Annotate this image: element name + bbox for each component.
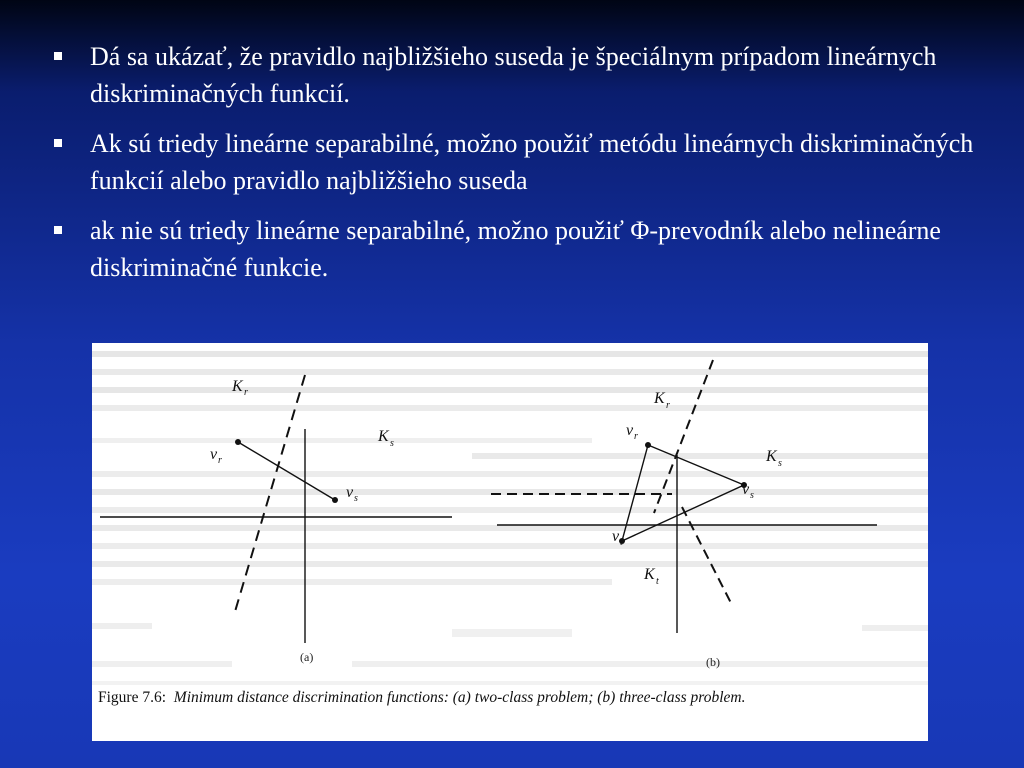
bullet-list — [52, 38, 1002, 299]
panel-a-label-vs: v — [346, 484, 354, 501]
panel-a-label-Ks-sub: s — [390, 438, 394, 449]
panel-b-label-Kr-sub: r — [666, 400, 670, 411]
panel-b-caption-label: (b) — [706, 655, 720, 669]
bullet-item — [52, 38, 1002, 112]
figure-caption-number: Figure 7.6: — [98, 689, 167, 706]
panel-a-label-Kr: K — [232, 378, 243, 395]
bullet-text: Dá sa ukázať, že pravidlo najbližšieho suseda je špeciálnym prípadom lineárnych diskriminačných funkcií. — [90, 42, 937, 108]
panel-a-diagram — [100, 375, 452, 664]
panel-b-label-vs: v — [742, 481, 750, 498]
figure-caption — [98, 688, 924, 708]
panel-a-point-vs — [332, 497, 338, 503]
figure-caption-text: Minimum distance discrimination functions: (a) two-class problem; (b) three-class problem. — [173, 689, 746, 706]
panel-b-label-Ks-sub: s — [778, 458, 782, 469]
figure-image — [92, 343, 928, 741]
bullet-text: ak nie sú triedy lineárne separabilné, možno použiť Φ-prevodník alebo nelineárne diskriminačné funkcie. — [90, 216, 941, 282]
panel-b-label-Kt-sub: t — [656, 576, 659, 587]
panel-a-label-Ks: K — [378, 428, 389, 445]
panel-a-label-vr-sub: r — [218, 455, 222, 466]
panel-a-caption-label: (a) — [300, 650, 314, 664]
panel-b-label-vt: v — [612, 528, 620, 545]
bleed-through-texture — [92, 351, 928, 685]
bullet-square-icon — [54, 226, 62, 234]
panel-b-point-vr — [645, 442, 651, 448]
panel-b-label-Kt: K — [644, 566, 655, 583]
panel-b-label-vr: v — [626, 422, 634, 439]
figure-diagram — [92, 343, 928, 741]
panel-b-boundary-st — [682, 507, 732, 605]
bullet-item — [52, 212, 1002, 286]
panel-a-label-Kr-sub: r — [244, 387, 248, 398]
panel-a-label-vr: v — [210, 446, 218, 463]
bullet-item — [52, 125, 1002, 199]
bullet-square-icon — [54, 139, 62, 147]
panel-a-point-vr — [235, 439, 241, 445]
panel-b-label-Kr: K — [654, 390, 665, 407]
panel-b-label-vr-sub: r — [634, 431, 638, 442]
panel-b-label-Ks: K — [766, 448, 777, 465]
bullet-text: Ak sú triedy lineárne separabilné, možno použiť metódu lineárnych diskriminačných funkcií alebo pravidlo najbližšieho suseda — [90, 129, 974, 195]
panel-b-label-vs-sub: s — [750, 490, 754, 501]
panel-a-label-vs-sub: s — [354, 493, 358, 504]
panel-b-label-vt-sub: t — [620, 537, 623, 548]
bullet-square-icon — [54, 52, 62, 60]
